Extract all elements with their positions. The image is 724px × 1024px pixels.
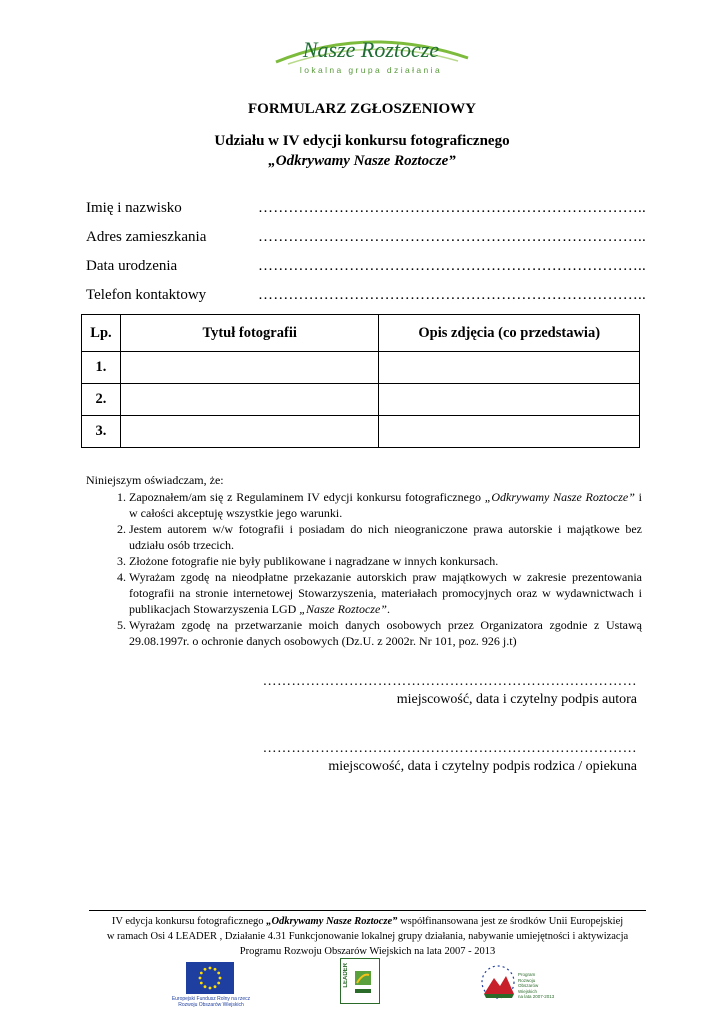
row-number: 1.: [82, 352, 121, 384]
photo-title-cell[interactable]: [120, 352, 378, 384]
prow-caption: Program Rozwoju Obszarów Wiejskich na lata 2007-2013: [518, 972, 555, 999]
form-title: FORMULARZ ZGŁOSZENIOWY: [248, 101, 476, 117]
field-label: Telefon kontaktowy: [86, 287, 207, 303]
field-address[interactable]: [86, 229, 646, 249]
photo-description-cell[interactable]: [379, 384, 640, 416]
field-label: Imię i nazwisko: [86, 200, 182, 216]
header-description: Opis zdjęcia (co przedstawia): [379, 315, 640, 352]
field-label: Adres zamieszkania: [86, 229, 207, 245]
header-title: Tytuł fotografii: [120, 315, 378, 352]
row-number: 2.: [82, 384, 121, 416]
field-birthdate[interactable]: [86, 258, 646, 278]
contest-name: „Odkrywamy Nasze Roztocze”: [268, 153, 456, 169]
declaration-intro: Niniejszym oświadczam, że:: [86, 473, 224, 487]
guardian-signature[interactable]: [263, 741, 637, 775]
signature-label: miejscowość, data i czytelny podpis rodzica / opiekuna: [328, 759, 637, 774]
declaration-item: 2. Jestem autorem w/w fotografii i posiadam do nich nieograniczone prawa autorskie i majątkowe bez udziału osób trzecich.: [129, 521, 642, 553]
signature-label: miejscowość, data i czytelny podpis autora: [396, 692, 637, 707]
declaration-item: 1. Zapoznałem/am się z Regulaminem IV edycji konkursu fotograficznego „Odkrywamy Nasze Roztocze” i w całości akceptuję wszystkie jego warunki.: [129, 489, 642, 521]
field-phone[interactable]: [86, 287, 646, 307]
photo-title-cell[interactable]: [120, 384, 378, 416]
signature-line[interactable]: ……………………………………………………………………: [262, 741, 637, 756]
footer-text: [89, 914, 646, 959]
photo-description-cell[interactable]: [379, 352, 640, 384]
header-number: Lp.: [82, 315, 121, 352]
field-dots[interactable]: …………………………………………………………………..: [258, 258, 646, 274]
field-dots[interactable]: …………………………………………………………………..: [258, 229, 646, 245]
leader-logo-icon: [340, 958, 380, 1004]
form-subtitle: Udziału w IV edycji konkursu fotograficznego: [214, 133, 510, 149]
photo-description-cell[interactable]: [379, 416, 640, 448]
row-number: 3.: [82, 416, 121, 448]
declaration: [86, 472, 642, 649]
declaration-list: [86, 489, 642, 649]
field-name[interactable]: [86, 200, 646, 220]
declaration-item: 4. Wyrażam zgodę na nieodpłatne przekazanie autorskich praw majątkowych w zakresie prezentowania fotografii na stronie internetowej Stowarzyszenia, materiałach promocyjnych oraz w wydawnictwach i publikacjach Stowarzyszenia LGD „Nasze Roztocze”.: [129, 569, 642, 617]
signature-line[interactable]: ……………………………………………………………………: [262, 674, 637, 689]
logo-name: Nasze Roztocze: [302, 37, 440, 62]
photo-title-cell[interactable]: [120, 416, 378, 448]
author-signature[interactable]: [263, 674, 637, 708]
footer-line: IV edycja konkursu fotograficznego „Odkrywamy Nasze Roztocze” współfinansowana jest ze środków Unii Europejskiej: [111, 916, 624, 927]
photos-table: [81, 314, 640, 448]
declaration-item: 3. Złożone fotografie nie były publikowane i nagradzane w innych konkursach.: [129, 553, 642, 569]
table-header-row: [82, 315, 640, 352]
field-dots[interactable]: …………………………………………………………………..: [258, 200, 646, 216]
logo-subtitle: lokalna grupa działania: [299, 65, 443, 75]
footer-line: Programu Rozwoju Obszarów Wiejskich na lata 2007 - 2013: [239, 946, 496, 957]
field-label: Data urodzenia: [86, 258, 178, 274]
leader-text: LEADER: [343, 963, 349, 988]
table-row: [82, 416, 640, 448]
table-row: [82, 384, 640, 416]
table-row: [82, 352, 640, 384]
eu-caption: Europejski Fundusz Rolny na rzecz Rozwoju Obszarów Wiejskich: [171, 996, 251, 1008]
eu-flag-icon: [186, 962, 234, 994]
footer-divider: [89, 910, 646, 911]
field-dots[interactable]: …………………………………………………………………..: [258, 287, 646, 303]
lgd-logo: [268, 28, 474, 74]
footer-line: w ramach Osi 4 LEADER , Działanie 4.31 Funkcjonowanie lokalnej grupy działania, nabywanie umiejętności i aktywizacja: [106, 931, 629, 942]
declaration-item: 5. Wyrażam zgodę na przetwarzanie moich danych osobowych przez Organizatora zgodnie z Ustawą 29.08.1997r. o ochronie danych osobowych (Dz.U. z 2002r. Nr 101, poz. 926 j.t): [129, 617, 642, 649]
